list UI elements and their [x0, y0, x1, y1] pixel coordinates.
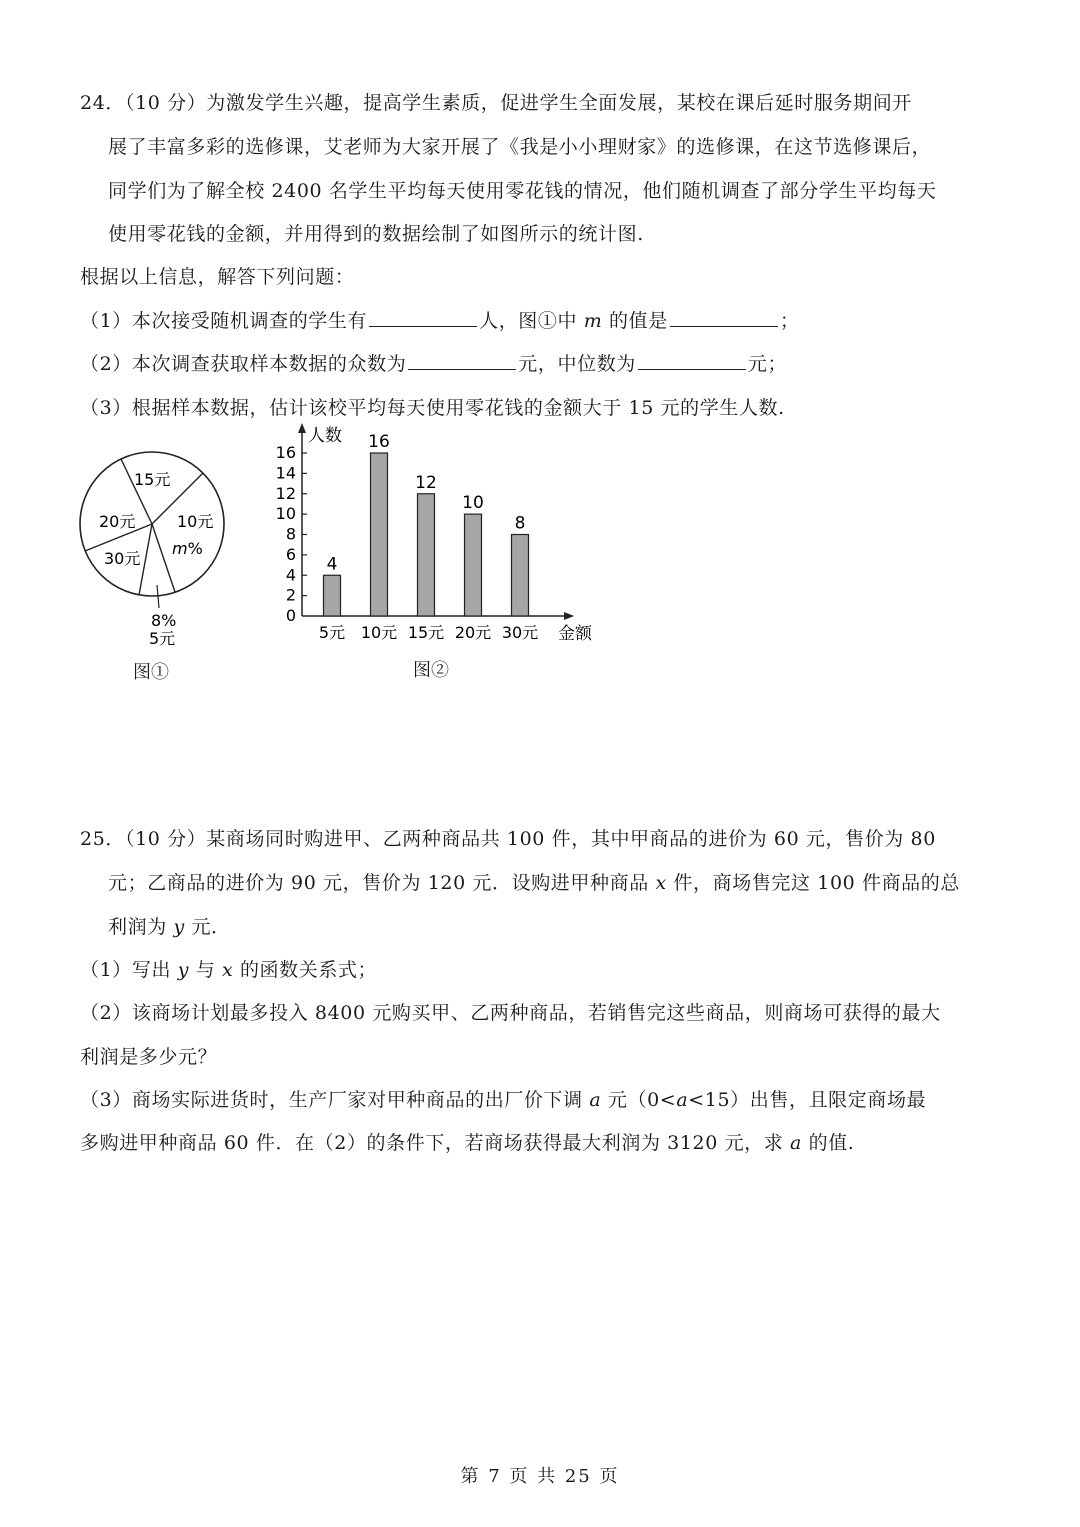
- pie-label-5: 5元: [149, 629, 176, 648]
- var-m: m: [583, 310, 603, 332]
- y-axis-arrow: [298, 423, 306, 433]
- q25-p3-a: （3）商场实际进货时，生产厂家对甲种商品的出厂价下调: [80, 1089, 583, 1111]
- q25-l3-a: 利润为: [108, 916, 167, 938]
- pie-label-m-pct: %: [187, 539, 203, 558]
- var-y: y: [177, 959, 190, 981]
- x-axis-arrow: [564, 612, 574, 620]
- y-tick-label: 12: [275, 483, 296, 503]
- q25-line-2: [108, 868, 960, 895]
- q24-prompt: 根据以上信息，解答下列问题：: [80, 266, 355, 288]
- answer-blank: [670, 308, 778, 327]
- x-tick-label: 20元: [454, 623, 492, 642]
- var-y: y: [173, 916, 185, 938]
- page-footer: 第 7 页 共 25 页: [460, 1466, 620, 1487]
- q25-p1-c: 的函数关系式；: [239, 959, 378, 981]
- q25-p3-l2-b: 的值.: [808, 1132, 855, 1154]
- var-a: a: [589, 1089, 602, 1111]
- pie-label-20: 20元: [99, 512, 136, 531]
- bar-data-label: 4: [326, 554, 338, 575]
- q24-intro-line-1: 24．（10 分）为激发学生兴趣，提高学生素质，促进学生全面发展，某校在课后延时服务期间开: [80, 92, 912, 114]
- bar-4: [465, 514, 482, 616]
- bar-x-labels: [319, 623, 538, 642]
- pie-divider-5-30: [139, 524, 152, 595]
- figure-1-caption: 图①: [133, 662, 169, 683]
- q25-part-2-line-2: 利润是多少元？: [80, 1046, 218, 1068]
- q25-p1-a: （1）写出: [80, 959, 172, 981]
- bar-series: [324, 432, 529, 616]
- x-tick-label: 15元: [407, 623, 445, 642]
- pie-label-10: 10元: [177, 512, 214, 531]
- q24-intro-line-2: 展了丰富多彩的选修课，艾老师为大家开展了《我是小小理财家》的选修课，在这节选修课后，: [108, 136, 932, 158]
- pie-label-5-pct: 8%: [151, 611, 177, 630]
- q24-p1-text-b: 人，图①中: [479, 310, 578, 332]
- q25-l2-b: 件，商场售完这 100 件商品的总: [673, 872, 960, 894]
- x-tick-label: 30元: [501, 623, 539, 642]
- x-tick-label: 10元: [360, 623, 398, 642]
- q25-part-1: [80, 955, 377, 982]
- q24-p1-text-a: （1）本次接受随机调查的学生有: [80, 310, 368, 332]
- answer-blank: [408, 351, 516, 370]
- q25-part-3-line-1: [80, 1085, 926, 1112]
- y-tick-label: 14: [275, 463, 296, 483]
- bar-data-label: 8: [514, 513, 526, 534]
- q25-line-3: [108, 912, 231, 939]
- var-a: a: [790, 1132, 802, 1154]
- pie-chart: [70, 440, 240, 655]
- var-x: x: [221, 959, 234, 981]
- q24-p2-text-a: （2）本次调查获取样本数据的众数为: [80, 353, 407, 375]
- var-a: a: [676, 1089, 689, 1111]
- bar-chart: [262, 420, 602, 650]
- y-tick-label: 2: [285, 585, 296, 605]
- bar-x-axis-label: 金额: [558, 624, 592, 644]
- q25-p1-b: 与: [195, 959, 216, 981]
- q25-p3-l2-a: 多购进甲种商品 60 件．在（2）的条件下，若商场获得最大利润为 3120 元，求: [80, 1132, 784, 1154]
- y-tick-label: 4: [285, 565, 296, 585]
- bar-3: [418, 494, 435, 616]
- bar-data-label: 16: [368, 432, 390, 452]
- bar-1: [324, 575, 341, 616]
- q25-line-1: 25．（10 分）某商场同时购进甲、乙两种商品共 100 件，其中甲商品的进价为 60 元，售价为 80: [80, 828, 936, 850]
- q24-intro-line-4: 使用零花钱的金额，并用得到的数据绘制了如图所示的统计图.: [108, 223, 644, 245]
- q24-p2-text-c: 元；: [747, 353, 788, 375]
- q25-p3-c: <15）出售，且限定商场最: [688, 1089, 927, 1111]
- answer-blank: [369, 308, 477, 327]
- bar-y-axis-label: 人数: [308, 426, 342, 446]
- y-tick-label: 8: [285, 524, 296, 544]
- bar-data-label: 10: [462, 493, 484, 514]
- pie-label-m: [172, 539, 203, 558]
- var-x: x: [655, 872, 667, 894]
- q25-l2-a: 元；乙商品的进价为 90 元，售价为 120 元．设购进甲种商品: [108, 872, 649, 894]
- pie-divider-10-5: [152, 524, 175, 592]
- bar-5: [512, 535, 529, 617]
- bar-data-label: 12: [415, 472, 437, 493]
- q25-part-3-line-2: [80, 1128, 854, 1155]
- q24-part-3: （3）根据样本数据，估计该校平均每天使用零花钱的金额大于 15 元的学生人数.: [80, 397, 785, 419]
- q24-p1-text-d: ；: [779, 310, 800, 332]
- y-tick-label: 6: [285, 544, 296, 564]
- pie-label-15: 15元: [134, 470, 171, 489]
- q24-intro-line-3: 同学们为了解全校 2400 名学生平均每天使用零花钱的情况，他们随机调查了部分学生平均每天: [108, 180, 937, 202]
- q25-l3-b: 元．: [191, 916, 231, 938]
- y-tick-label: 16: [275, 443, 296, 462]
- q25-part-2-line-1: （2）该商场计划最多投入 8400 元购买甲、乙两种商品，若销售完这些商品，则商场可获得的最大: [80, 1002, 941, 1024]
- pie-label-m-var: m: [172, 539, 188, 558]
- bar-2: [371, 453, 388, 616]
- q24-p2-text-b: 元，中位数为: [518, 353, 636, 375]
- figure-2-caption: 图②: [413, 660, 449, 681]
- q24-part-2: [80, 349, 787, 376]
- pie-label-30: 30元: [104, 549, 141, 568]
- answer-blank: [638, 351, 746, 370]
- y-tick-label: 10: [275, 504, 296, 524]
- q25-p3-b: 元（0<: [607, 1089, 677, 1111]
- q24-part-1: [80, 306, 799, 333]
- q24-p1-text-c: 的值是: [609, 310, 668, 332]
- x-tick-label: 5元: [318, 623, 346, 642]
- y-tick-label: 0: [285, 606, 296, 625]
